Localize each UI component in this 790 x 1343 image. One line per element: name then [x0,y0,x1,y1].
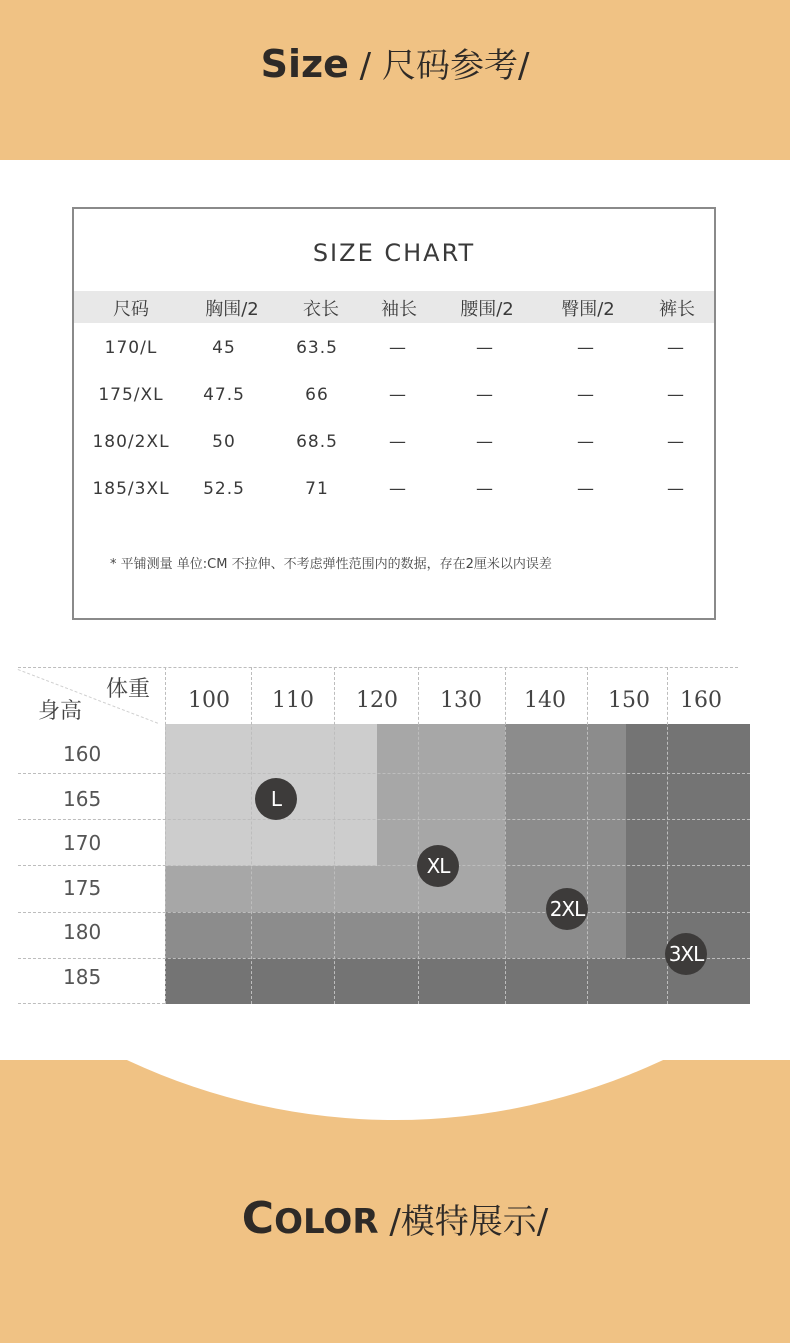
cell-length: 63.5 [296,338,338,358]
height-label: 180 [63,920,102,944]
cell-length: 68.5 [296,432,338,452]
size-badge-xl: XL [417,845,459,887]
size-heading [0,38,790,87]
cell-size: 170/L [104,338,158,358]
weight-label: 110 [272,688,314,713]
table-row [74,338,714,368]
color-heading-rest: OLOR [274,1202,379,1242]
cell-chest: 50 [212,432,236,452]
grid-line [18,819,750,820]
grid-line [18,912,750,913]
grid-line [165,667,166,1004]
color-heading-initial: C [241,1193,275,1244]
cell-waist: — [476,385,494,405]
cell-chest: 47.5 [203,385,245,405]
height-label: 175 [63,876,102,900]
cell-sleeve: — [389,385,407,405]
size-badge-2xl: 2XL [546,888,588,930]
cell-size: 180/2XL [92,432,170,452]
height-label: 170 [63,831,102,855]
cell-pants-length: — [667,432,685,452]
cell-sleeve: — [389,338,407,358]
cell-hip: — [577,338,595,358]
header-chest: 胸围/2 [205,299,259,320]
cell-length: 66 [305,385,329,405]
grid-line [18,865,750,866]
cell-waist: — [476,479,494,499]
grid-line [505,667,506,1004]
color-heading-cn: /模特展示/ [378,1202,549,1242]
size-recommendation-matrix [0,660,790,1010]
cell-sleeve: — [389,432,407,452]
header-pants-length: 裤长 [659,299,695,320]
header-waist: 腰围/2 [460,299,514,320]
bottom-arc [0,1060,790,1120]
table-row [74,432,714,462]
grid-line [18,773,750,774]
grid-line [18,667,738,668]
cell-waist: — [476,338,494,358]
grid-line [18,958,750,959]
header-hip: 臀围/2 [561,299,615,320]
weight-label: 150 [608,688,650,713]
cell-size: 175/XL [98,385,164,405]
cell-pants-length: — [667,479,685,499]
cell-chest: 45 [212,338,236,358]
weight-label: 100 [188,688,230,713]
grid-line [587,667,588,1004]
height-label: 160 [63,742,102,766]
header-size: 尺码 [113,299,149,320]
weight-axis-label: 体重 [106,677,151,702]
grid-line [18,1003,165,1004]
height-axis-label: 身高 [38,699,83,724]
weight-label: 130 [440,688,482,713]
size-badge-l: L [255,778,297,820]
weight-label: 120 [356,688,398,713]
height-label: 165 [63,787,102,811]
size-badge-3xl: 3XL [665,933,707,975]
header-length: 衣长 [303,299,339,320]
table-row [74,385,714,415]
cell-hip: — [577,385,595,405]
size-heading-en: Size [260,42,349,86]
cell-chest: 52.5 [203,479,245,499]
grid-line [251,667,252,1004]
table-row [74,479,714,509]
cell-pants-length: — [667,385,685,405]
cell-size: 185/3XL [92,479,170,499]
cell-hip: — [577,479,595,499]
color-heading [0,1193,790,1244]
cell-hip: — [577,432,595,452]
weight-label: 140 [524,688,566,713]
header-sleeve: 袖长 [381,299,417,320]
weight-label: 160 [680,688,722,713]
size-chart-header [74,291,714,323]
measurement-note: * 平铺测量 单位:CM 不拉伸、不考虑弹性范围内的数据，存在2厘米以内误差 [110,557,552,572]
size-chart-table [72,207,716,620]
cell-sleeve: — [389,479,407,499]
cell-length: 71 [305,479,329,499]
cell-waist: — [476,432,494,452]
grid-line [334,667,335,1004]
height-label: 185 [63,965,102,989]
size-heading-cn: / 尺码参考/ [348,46,530,86]
color-heading-en [242,1193,379,1244]
cell-pants-length: — [667,338,685,358]
grid-line [418,667,419,1004]
size-chart-title: SIZE CHART [312,239,476,267]
